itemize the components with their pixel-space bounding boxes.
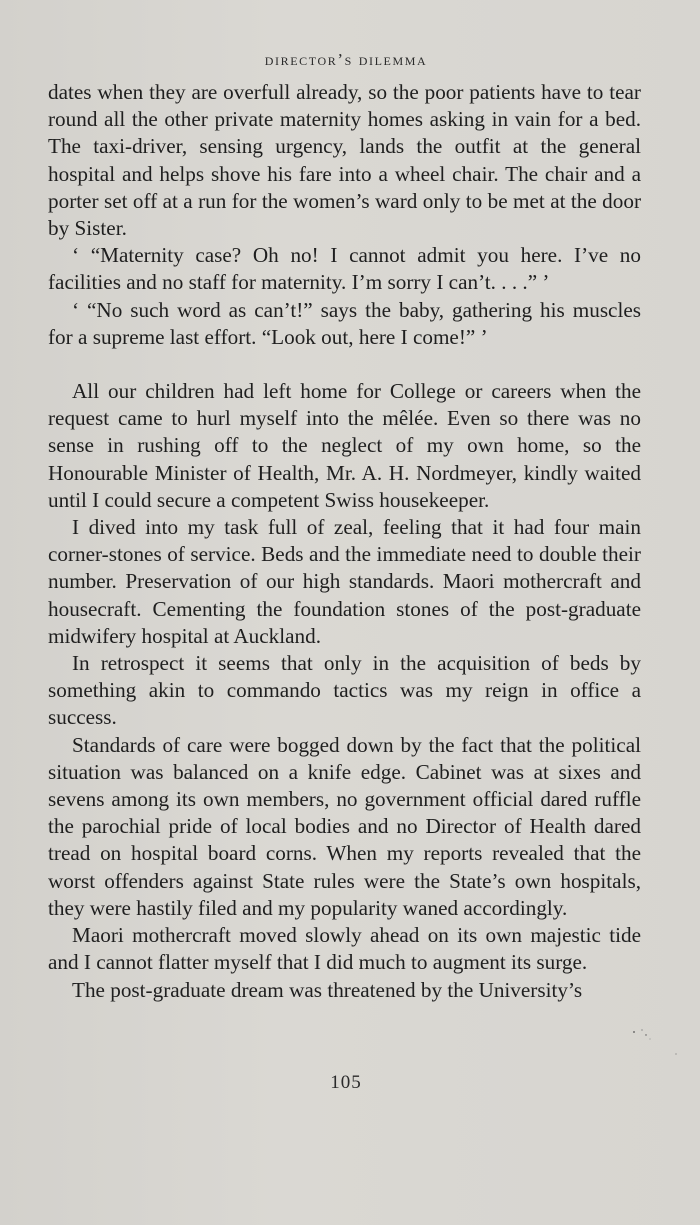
paragraph: All our children had left home for College or careers when the request came to hurl myself into the mêlée. Even so there was no sense in rushing off to the neglect of my own home, so the Honourable Minister of Health, Mr. A. H. Nordmeyer, kindly waited until I could secure a competent Swiss housekeeper. bbox=[48, 379, 641, 512]
paragraph: Standards of care were bogged down by the fact that the political situation was balanced on a knife edge. Cabinet was at sixes and sevens among its own members, no government official dared ruffle the parochial pride of local bodies and no Director of Health dared tread on hospital board corns. When my reports revealed that the worst offenders against State rules were the State’s own hospitals, they were hastily filed and my popularity waned accordingly. bbox=[48, 732, 641, 920]
paragraph: ‘ “No such word as can’t!” says the baby, gathering his muscles for a supreme last effort. “Look out, here I come!” ’ bbox=[48, 297, 641, 349]
body-text bbox=[48, 79, 641, 1004]
paragraph: The post-graduate dream was threatened by the University’s bbox=[72, 977, 583, 1002]
paragraph: In retrospect it seems that only in the acquisition of beds by something akin to commando tactics was my reign in office a success. bbox=[48, 651, 641, 730]
page-number: 105 bbox=[330, 1072, 362, 1093]
paragraph: dates when they are overfull already, so the poor patients have to tear round all the other private maternity homes asking in vain for a bed. The taxi-driver, sensing urgency, lands the outfit at the general hospital and helps shove his fare into a wheel chair. The chair and a porter set off at a run for the women’s ward only to be met at the door by Sister. bbox=[48, 80, 641, 241]
running-head: director’s dilemma bbox=[264, 50, 428, 69]
paper-specks bbox=[630, 1026, 690, 1066]
paragraph: Maori mothercraft moved slowly ahead on its own majestic tide and I cannot flatter myself that I did much to augment its surge. bbox=[48, 923, 641, 975]
paragraph: I dived into my task full of zeal, feeling that it had four main corner-stones of service. Beds and the immediate need to double their number. Preservation of our high standards. Maori mothercraft and housecraft. Cementing the foundation stones of the post-graduate midwifery hospital at Auckland. bbox=[48, 515, 641, 648]
paragraph: ‘ “Maternity case? Oh no! I cannot admit you here. I’ve no facilities and no staff for maternity. I’m sorry I can’t. . . .” ’ bbox=[48, 243, 641, 295]
